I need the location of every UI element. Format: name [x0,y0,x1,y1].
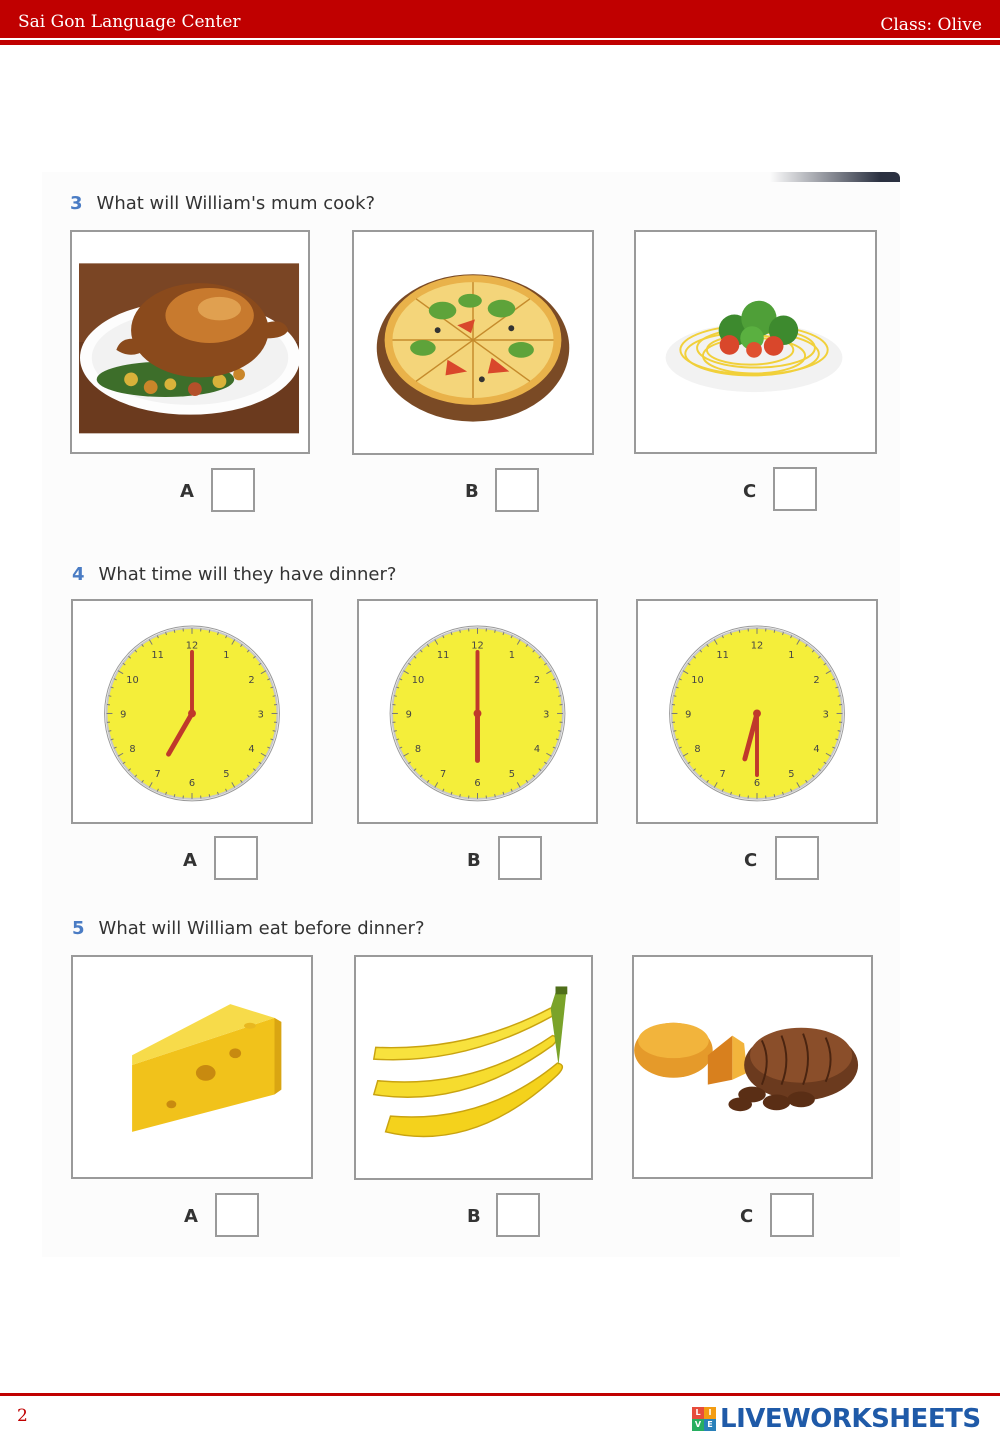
clock-number: 8 [694,743,701,755]
clock-number: 4 [533,743,541,755]
q5-option-c-checkbox[interactable] [770,1193,814,1237]
class-name: Class: Olive [880,15,982,35]
clock-number: 6 [188,778,196,790]
option-c-label: C [744,850,758,871]
clock-number: 3 [822,709,829,721]
clock-number: 11 [436,649,450,661]
q5-option-a-checkbox[interactable] [215,1193,259,1237]
option-c-label: C [740,1206,754,1227]
clock-number: 5 [788,768,795,780]
spaghetti-image [634,230,877,454]
q3-option-a-checkbox[interactable] [211,468,255,512]
page-corner-shadow [770,172,900,182]
clock-number: 9 [120,709,127,721]
option-a-label: A [180,481,194,502]
clock-number: 2 [248,675,255,687]
cheese-image [71,955,313,1179]
roast-chicken-image [70,230,310,454]
clock-center-pin [753,710,761,718]
cheese-and-bread-image [632,955,873,1179]
clock-c-image [636,599,878,824]
clock-number: 5 [508,768,516,780]
clock-a-image [71,599,313,824]
clock-number: 2 [813,675,820,687]
option-a-label: A [183,850,197,871]
clock-number: 3 [543,709,550,721]
clock-number: 10 [411,675,425,687]
clock-number: 9 [685,709,692,721]
clock-number: 8 [414,743,422,755]
logo-letter: I [704,1407,716,1419]
header-bar [0,0,1000,38]
clock-number: 9 [405,709,412,721]
clock-number: 1 [508,649,516,661]
clock-number: 10 [691,675,704,687]
clock-number: 6 [474,778,481,790]
clock-number: 2 [533,675,541,687]
clock-number: 12 [185,640,199,652]
clock-number: 6 [753,778,761,790]
clock-number: 5 [223,768,230,780]
question-4 [72,564,396,585]
q5-option-b-checkbox[interactable] [496,1193,540,1237]
clock-number: 11 [151,649,164,661]
question-text: What will William's mum cook? [96,193,376,214]
center-name: Sai Gon Language Center [18,12,241,32]
clock-number: 8 [129,743,136,755]
clock-number: 7 [719,768,726,780]
q4-option-c-checkbox[interactable] [775,836,819,880]
question-5 [72,918,425,939]
clock-number: 12 [750,640,764,652]
option-a-label: A [184,1206,198,1227]
question-number: 4 [72,564,85,585]
clock-number: 4 [248,743,255,755]
q3-option-b-checkbox[interactable] [495,468,539,512]
liveworksheets-logo[interactable] [692,1404,981,1434]
clock-number: 11 [716,649,729,661]
clock-number: 3 [257,709,264,721]
clock-number: 1 [223,649,230,661]
question-text: What time will they have dinner? [98,564,397,585]
bananas-image [354,955,593,1180]
clock-number: 12 [471,640,484,652]
logo-letter: L [692,1407,704,1419]
q4-option-b-checkbox[interactable] [498,836,542,880]
clock-number: 7 [439,768,447,780]
clock-number: 1 [788,649,795,661]
clock-number: 4 [813,743,820,755]
clock-center-pin [188,710,196,718]
question-number: 3 [70,193,83,214]
question-3 [70,193,375,214]
logo-letter: V [692,1419,704,1431]
q4-option-a-checkbox[interactable] [214,836,258,880]
clock-b-image [357,599,598,824]
page-number: 2 [17,1406,28,1426]
footer-divider [0,1393,1000,1396]
clock-number: 10 [126,675,139,687]
pizza-image [352,230,594,455]
question-number: 5 [72,918,85,939]
option-b-label: B [465,481,479,502]
q3-option-c-checkbox[interactable] [773,467,817,511]
option-b-label: B [467,1206,481,1227]
option-c-label: C [743,481,757,502]
clock-number: 7 [154,768,161,780]
header-divider [0,40,1000,45]
brand-name: LIVEWORKSHEETS [720,1404,981,1434]
logo-letter: E [704,1419,716,1431]
option-b-label: B [467,850,481,871]
clock-center-pin [474,710,482,718]
question-text: What will William eat before dinner? [98,918,425,939]
liveworksheets-logo-icon [692,1407,716,1431]
